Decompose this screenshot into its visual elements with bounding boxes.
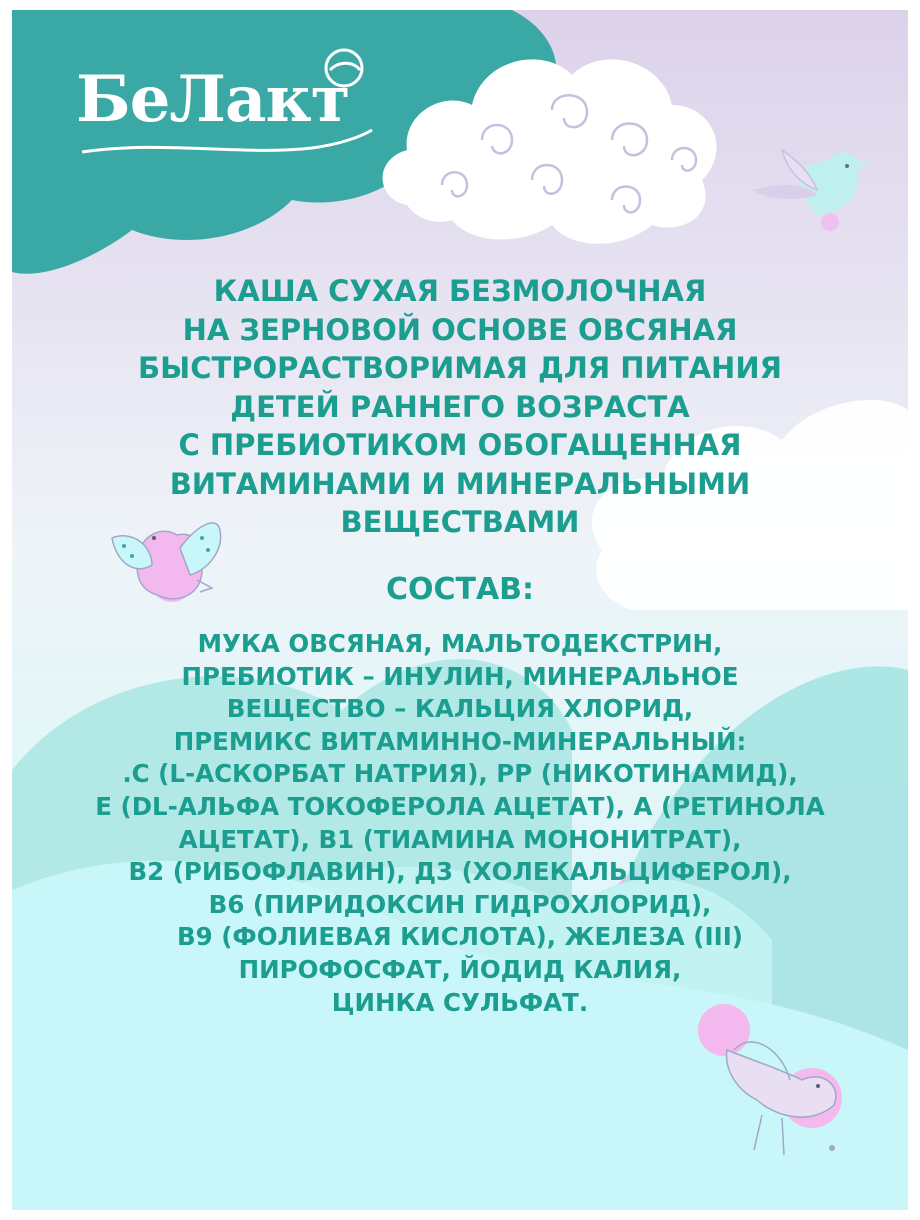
composition-line: В2 (РИБОФЛАВИН), Д3 (ХОЛЕКАЛЬЦИФЕРОЛ), [128, 857, 792, 887]
composition-line: В6 (ПИРИДОКСИН ГИДРОХЛОРИД), [208, 889, 712, 919]
title-line: ВЕЩЕСТВАМИ [340, 505, 580, 539]
title-line: С ПРЕБИОТИКОМ ОБОГАЩЕННАЯ [178, 428, 742, 462]
composition-line: ЦИНКА СУЛЬФАТ. [331, 987, 589, 1017]
composition-list [12, 628, 908, 1019]
background-illustration [12, 10, 908, 1210]
composition-line: АЦЕТАТ), В1 (ТИАМИНА МОНОНИТРАТ), [178, 824, 742, 854]
brand-logo: БеЛакт [76, 62, 350, 137]
composition-line: ПРЕМИКС ВИТАМИННО-МИНЕРАЛЬНЫЙ: [173, 726, 747, 756]
composition-line: В9 (ФОЛИЕВАЯ КИСЛОТА), ЖЕЛЕЗА (III) [176, 922, 744, 952]
title-line: НА ЗЕРНОВОЙ ОСНОВЕ ОВСЯНАЯ [182, 312, 738, 347]
title-line: ВИТАМИНАМИ И МИНЕРАЛЬНЫМИ [169, 466, 751, 501]
title-line: КАША СУХАЯ БЕЗМОЛОЧНАЯ [213, 274, 707, 308]
composition-line: МУКА ОВСЯНАЯ, МАЛЬТОДЕКСТРИН, [197, 629, 723, 658]
composition-line: .С (L-АСКОРБАТ НАТРИЯ), РР (НИКОТИНАМИД), [122, 759, 798, 789]
bird-icon [752, 150, 870, 231]
product-title [12, 272, 908, 542]
composition-line: ПИРОФОСФАТ, ЙОДИД КАЛИЯ, [238, 954, 682, 984]
composition-heading: СОСТАВ: [385, 572, 535, 607]
product-card [12, 10, 908, 1210]
title-line: ДЕТЕЙ РАННЕГО ВОЗРАСТА [230, 389, 690, 424]
composition-line: ВЕЩЕСТВО – КАЛЬЦИЯ ХЛОРИД, [226, 694, 694, 724]
composition-line: Е (DL-АЛЬФА ТОКОФЕРОЛА АЦЕТАТ), А (РЕТИНОЛА [95, 791, 825, 821]
title-line: БЫСТРОРАСТВОРИМАЯ ДЛЯ ПИТАНИЯ [138, 351, 782, 385]
composition-line: ПРЕБИОТИК – ИНУЛИН, МИНЕРАЛЬНОЕ [181, 661, 739, 691]
